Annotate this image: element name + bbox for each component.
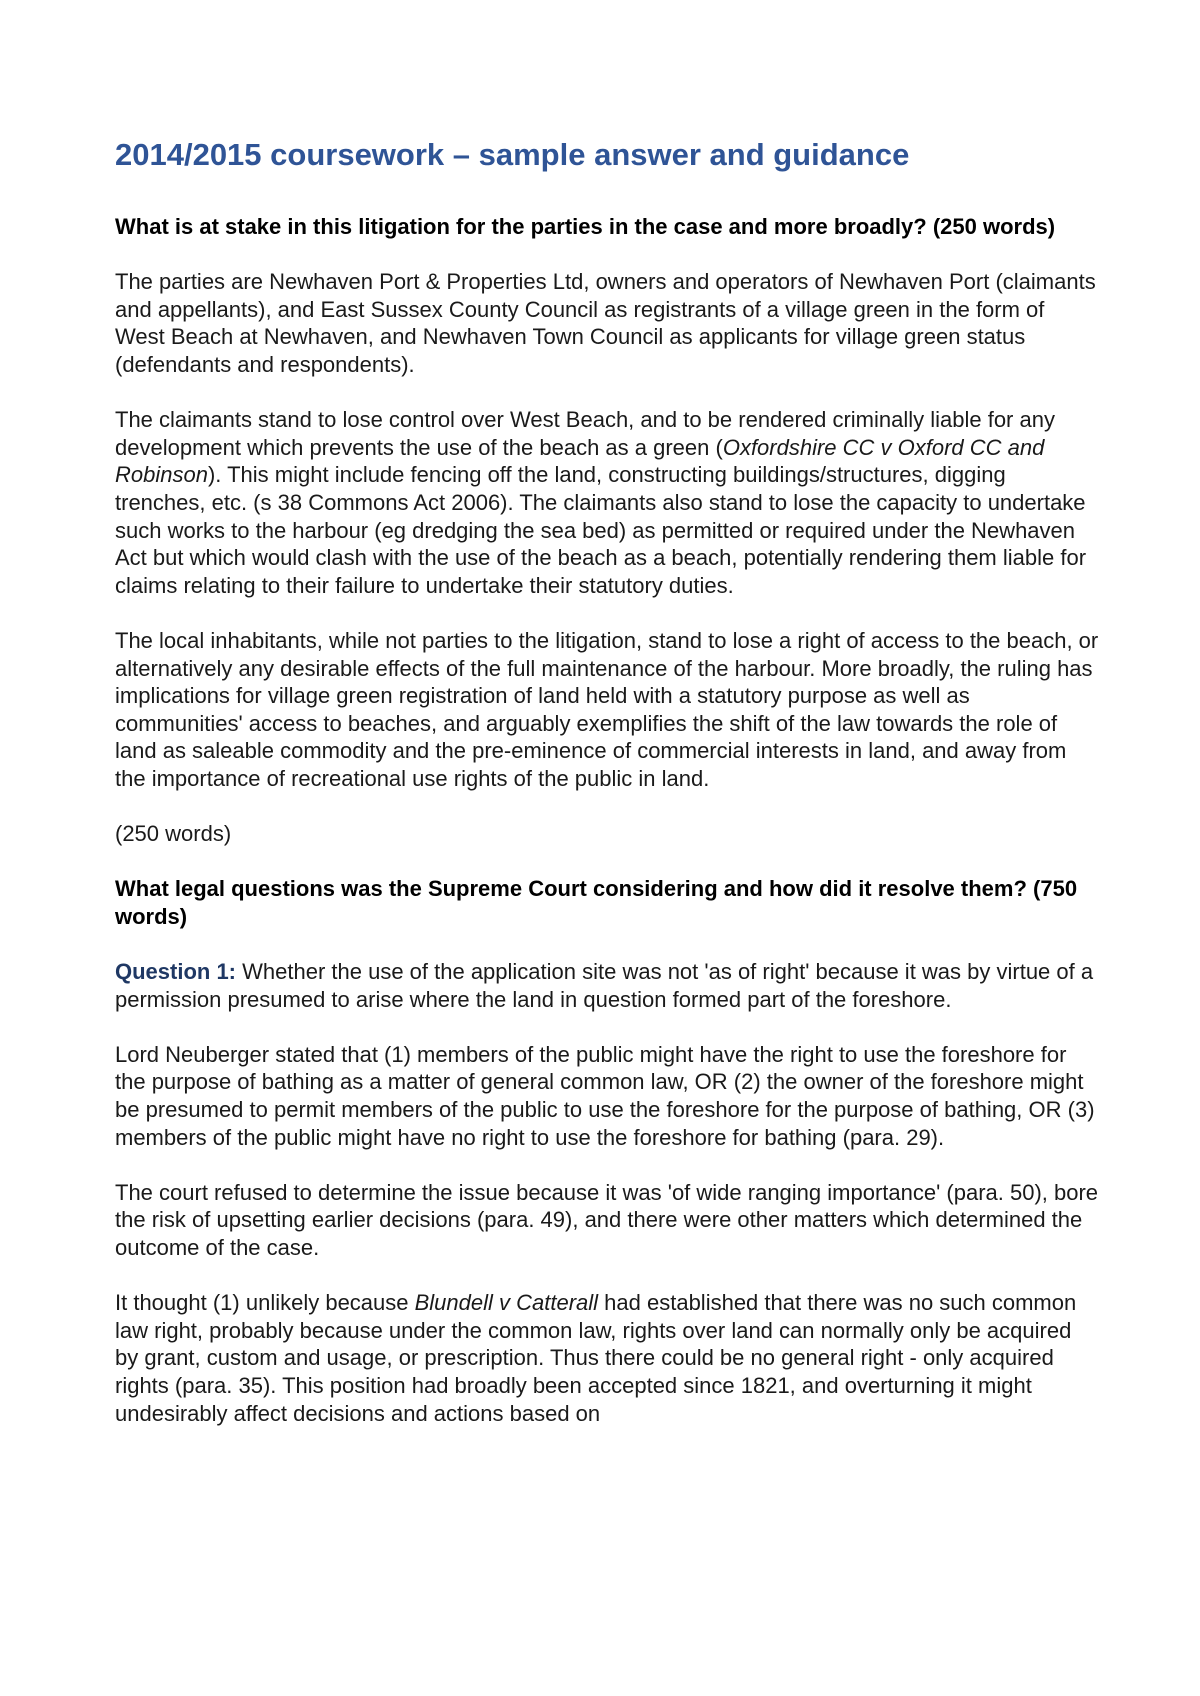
- section2-paragraph-3: [115, 1289, 1100, 1427]
- section2-paragraph-1: Lord Neuberger stated that (1) members of the public might have the right to use the foreshore for the purpose of bathing as a matter of general common law, OR (2) the owner of the foreshore might be presumed to permit members of the public to use the foreshore for the purpose of bathing, OR (3) members of the public might have no right to use the foreshore for bathing (para. 29).: [115, 1041, 1095, 1150]
- question-1-paragraph: [115, 958, 1100, 1013]
- question-1-text: Whether the use of the application site was not 'as of right' because it was by virtue of a permission presumed to arise where the land in question formed part of the foreshore.: [115, 959, 1094, 1012]
- document-body: [115, 213, 1100, 1455]
- question-1-label: Question 1:: [115, 959, 237, 985]
- section1-word-count: (250 words): [115, 821, 232, 847]
- section2-paragraph-2: The court refused to determine the issue because it was 'of wide ranging importance' (para. 50), bore the risk of upsetting earlier decisions (para. 49), and there were other matters which determined the outcome of the case.: [115, 1179, 1099, 1260]
- section1-heading: What is at stake in this litigation for the parties in the case and more broadly? (250 words): [115, 214, 1056, 239]
- section1-paragraph-2-part-a: The claimants stand to lose control over West Beach, and to be rendered criminally liable for any development which prevents the use of the beach as a green (: [115, 407, 1055, 460]
- section2-paragraph-3-part-b: had established that there was no such common law right, probably because under the common law, rights over land can normally only be acquired by grant, custom and usage, or prescription. Thus there could be no general right - only acquired rights (para. 35). This position had broadly been accepted since 1821, and overturning it might undesirably affect decisions and actions based on: [115, 1290, 1077, 1426]
- section2-paragraph-3-part-a: It thought (1) unlikely because: [115, 1290, 415, 1316]
- section1-paragraph-3: The local inhabitants, while not parties to the litigation, stand to lose a right of access to the beach, or alternatively any desirable effects of the full maintenance of the harbour. More broadly, the ruling has implications for village green registration of land held with a statutory purpose as well as communities' access to beaches, and arguably exemplifies the shift of the law towards the role of land as saleable commodity and the pre-eminence of commercial interests in land, and away from the importance of recreational use rights of the public in land.: [115, 627, 1099, 791]
- section1-paragraph-2-part-b: ). This might include fencing off the land, constructing buildings/structures, digging trenches, etc. (s 38 Commons Act 2006). The claimants also stand to lose the capacity to undertake such works to the harbour (eg dredging the sea bed) as permitted or required under the Newhaven Act but which would clash with the use of the beach as a beach, potentially rendering them liable for claims relating to their failure to undertake their statutory duties.: [115, 462, 1087, 598]
- case-name-oxfordshire: Oxfordshire CC v Oxford CC and Robinson: [115, 434, 1045, 488]
- section1-paragraph-2: [115, 406, 1100, 599]
- section2-heading: What legal questions was the Supreme Court considering and how did it resolve them? (750 words): [115, 876, 1078, 929]
- section1-paragraph-1: The parties are Newhaven Port & Properties Ltd, owners and operators of Newhaven Port (claimants and appellants), and East Sussex County Council as registrants of a village green in the form of West Beach at Newhaven, and Newhaven Town Council as applicants for village green status (defendants and respondents).: [115, 269, 1096, 377]
- case-name-blundell: Blundell v Catterall: [414, 1290, 599, 1316]
- document-title: 2014/2015 coursework – sample answer and guidance: [115, 137, 910, 172]
